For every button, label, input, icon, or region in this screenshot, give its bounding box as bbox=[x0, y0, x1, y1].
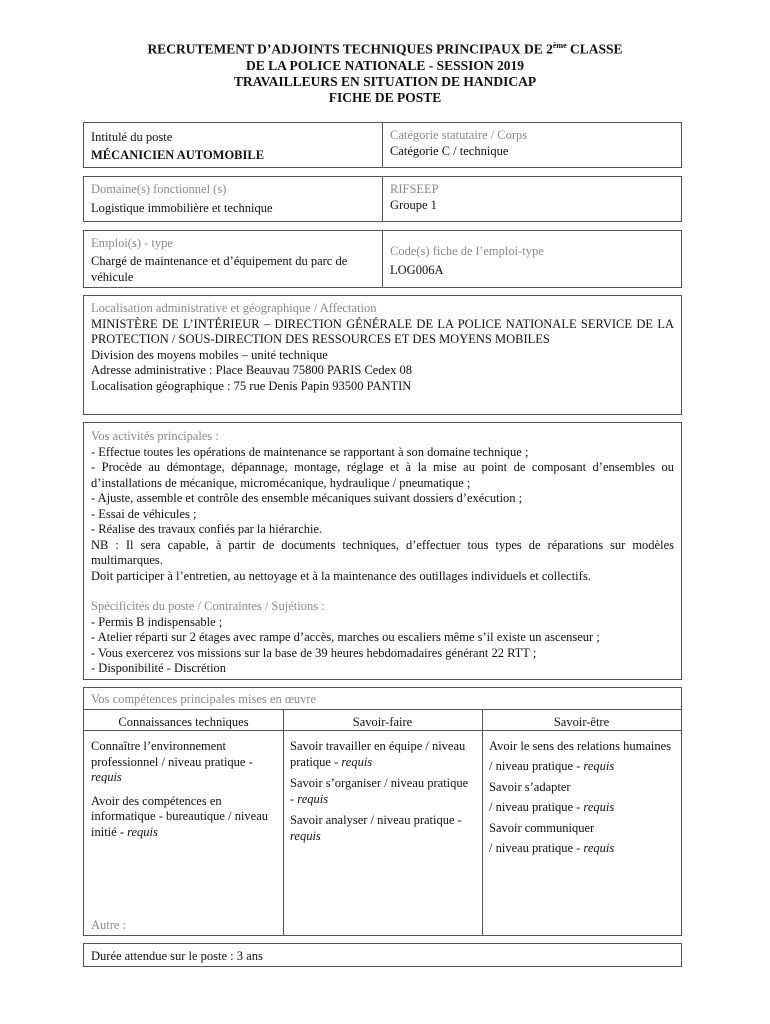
header-line-2: DE LA POLICE NATIONALE - SESSION 2019 bbox=[245, 57, 525, 73]
categorie-value: Catégorie C / technique bbox=[390, 144, 509, 158]
localisation-box bbox=[83, 295, 682, 415]
specificite-item: - Vous exercerez vos missions sur la base de 39 heures hebdomadaires générant 22 RTT ; bbox=[91, 645, 537, 660]
competences-box bbox=[83, 687, 682, 936]
autre-label: Autre : bbox=[91, 918, 127, 932]
activite-item: Doit participer à l’entretien, au nettoyage et à la maintenance des outillages individuels et collectifs. bbox=[91, 568, 591, 583]
emploi-value: Chargé de maintenance et d’équipement du parc de véhicule bbox=[91, 254, 348, 284]
localisation-cell bbox=[84, 298, 681, 397]
emploi-cell bbox=[84, 232, 382, 288]
competence-item: Savoir travailler en équipe / niveau pratique - requis bbox=[290, 739, 466, 769]
localisation-label: Localisation administrative et géographique / Affectation bbox=[91, 301, 377, 315]
competence-item: Connaître l’environnement professionnel / niveau pratique - requis bbox=[91, 739, 253, 784]
activite-item: - Réalise des travaux confiés par la hiérarchie. bbox=[91, 522, 323, 536]
categorie-label: Catégorie statutaire / Corps bbox=[390, 128, 528, 142]
col-header-connaissances: Connaissances techniques bbox=[118, 715, 249, 729]
activites-label: Vos activités principales : bbox=[91, 429, 219, 443]
col-header-savoir-etre: Savoir-être bbox=[553, 715, 610, 729]
rifseep-cell bbox=[383, 178, 681, 216]
domaine-label: Domaine(s) fonctionnel (s) bbox=[91, 182, 227, 196]
col-savoir-faire bbox=[283, 736, 482, 847]
domaine-box bbox=[83, 176, 682, 222]
domaine-value: Logistique immobilière et technique bbox=[91, 201, 273, 215]
activite-item: - Ajuste, assemble et contrôle des ensemble mécaniques suivant dossiers d’exécution ; bbox=[91, 491, 523, 505]
localisation-line-4: Localisation géographique : 75 rue Denis Papin 93500 PANTIN bbox=[91, 378, 412, 393]
specificite-item: - Permis B indispensable ; bbox=[91, 614, 223, 629]
intitule-box bbox=[83, 122, 682, 168]
activite-item: - Effectue toutes les opérations de maintenance se rapportant à son domaine technique ; bbox=[91, 444, 529, 459]
specificite-item: - Atelier réparti sur 2 étages avec rampe d’accès, marches ou escaliers même s’il existe un ascenseur ; bbox=[91, 630, 600, 644]
emploi-label: Emploi(s) - type bbox=[91, 236, 173, 250]
emploi-box bbox=[83, 230, 682, 288]
rifseep-value: Groupe 1 bbox=[390, 198, 437, 212]
competence-item: Savoir s’adapter / niveau pratique - requis bbox=[489, 780, 615, 814]
localisation-line-3: Adresse administrative : Place Beauvau 75800 PARIS Cedex 08 bbox=[91, 363, 413, 377]
competence-item: Savoir s’organiser / niveau pratique - requis bbox=[290, 776, 469, 806]
header-line-3: TRAVAILLEURS EN SITUATION DE HANDICAP bbox=[233, 73, 537, 89]
activite-nb: NB : Il sera capable, à partir de documents techniques, d’effectuer tous types de réparations sur modèles multimarques. bbox=[91, 537, 674, 567]
competence-item: Avoir le sens des relations humaines / niveau pratique - requis bbox=[489, 739, 672, 773]
code-label: Code(s) fiche de l’emploi-type bbox=[390, 244, 544, 258]
localisation-line-1: MINISTÈRE DE L’INTÉRIEUR – DIRECTION GÉNÉRALE DE LA POLICE NATIONALE SERVICE DE LA PROTECTION / SOUS-DIRECTION DES RESSOURCES ET DES MOYENS MOBILES bbox=[91, 316, 674, 346]
activites-cell bbox=[84, 426, 681, 680]
specificites-label: Spécificités du poste / Contraintes / Sujétions : bbox=[91, 599, 325, 613]
competence-item: Savoir analyser / niveau pratique - requis bbox=[290, 813, 462, 843]
col-header-savoir-faire: Savoir-faire bbox=[352, 715, 413, 729]
competence-item: Savoir communiquer / niveau pratique - requis bbox=[489, 821, 615, 855]
intitule-label: Intitulé du poste bbox=[91, 130, 173, 144]
col-savoir-etre bbox=[482, 736, 681, 859]
header-line-4: FICHE DE POSTE bbox=[328, 89, 442, 105]
rifseep-label: RIFSEEP bbox=[390, 182, 439, 196]
activite-item: - Procède au démontage, dépannage, montage, réglage et à la mise au point de composant d’ensembles ou d’installations de mécanique, micromécanique, hydraulique / pneumatique ; bbox=[91, 460, 674, 490]
intitule-value: MÉCANICIEN AUTOMOBILE bbox=[91, 148, 265, 162]
code-value: LOG006A bbox=[390, 263, 444, 277]
header-line-1: RECRUTEMENT D’ADJOINTS TECHNIQUES PRINCIPAUX DE 2ème CLASSE bbox=[147, 41, 623, 57]
duree-text: Durée attendue sur le poste : 3 ans bbox=[91, 949, 263, 963]
col-connaissances bbox=[84, 736, 283, 843]
domaine-cell bbox=[84, 178, 382, 219]
activite-item: - Essai de véhicules ; bbox=[91, 506, 197, 521]
code-cell bbox=[383, 240, 681, 281]
activites-box bbox=[83, 422, 682, 680]
document-header bbox=[0, 38, 770, 106]
localisation-line-2: Division des moyens mobiles – unité technique bbox=[91, 347, 328, 362]
specificite-item: - Disponibilité - Discrétion bbox=[91, 661, 227, 675]
categorie-cell bbox=[383, 124, 681, 162]
competence-item: Avoir des compétences en informatique - bureautique / niveau initié - requis bbox=[91, 793, 269, 839]
duree-box bbox=[83, 943, 682, 967]
competences-label: Vos compétences principales mises en œuvre bbox=[91, 692, 317, 706]
intitule-cell bbox=[84, 126, 382, 166]
